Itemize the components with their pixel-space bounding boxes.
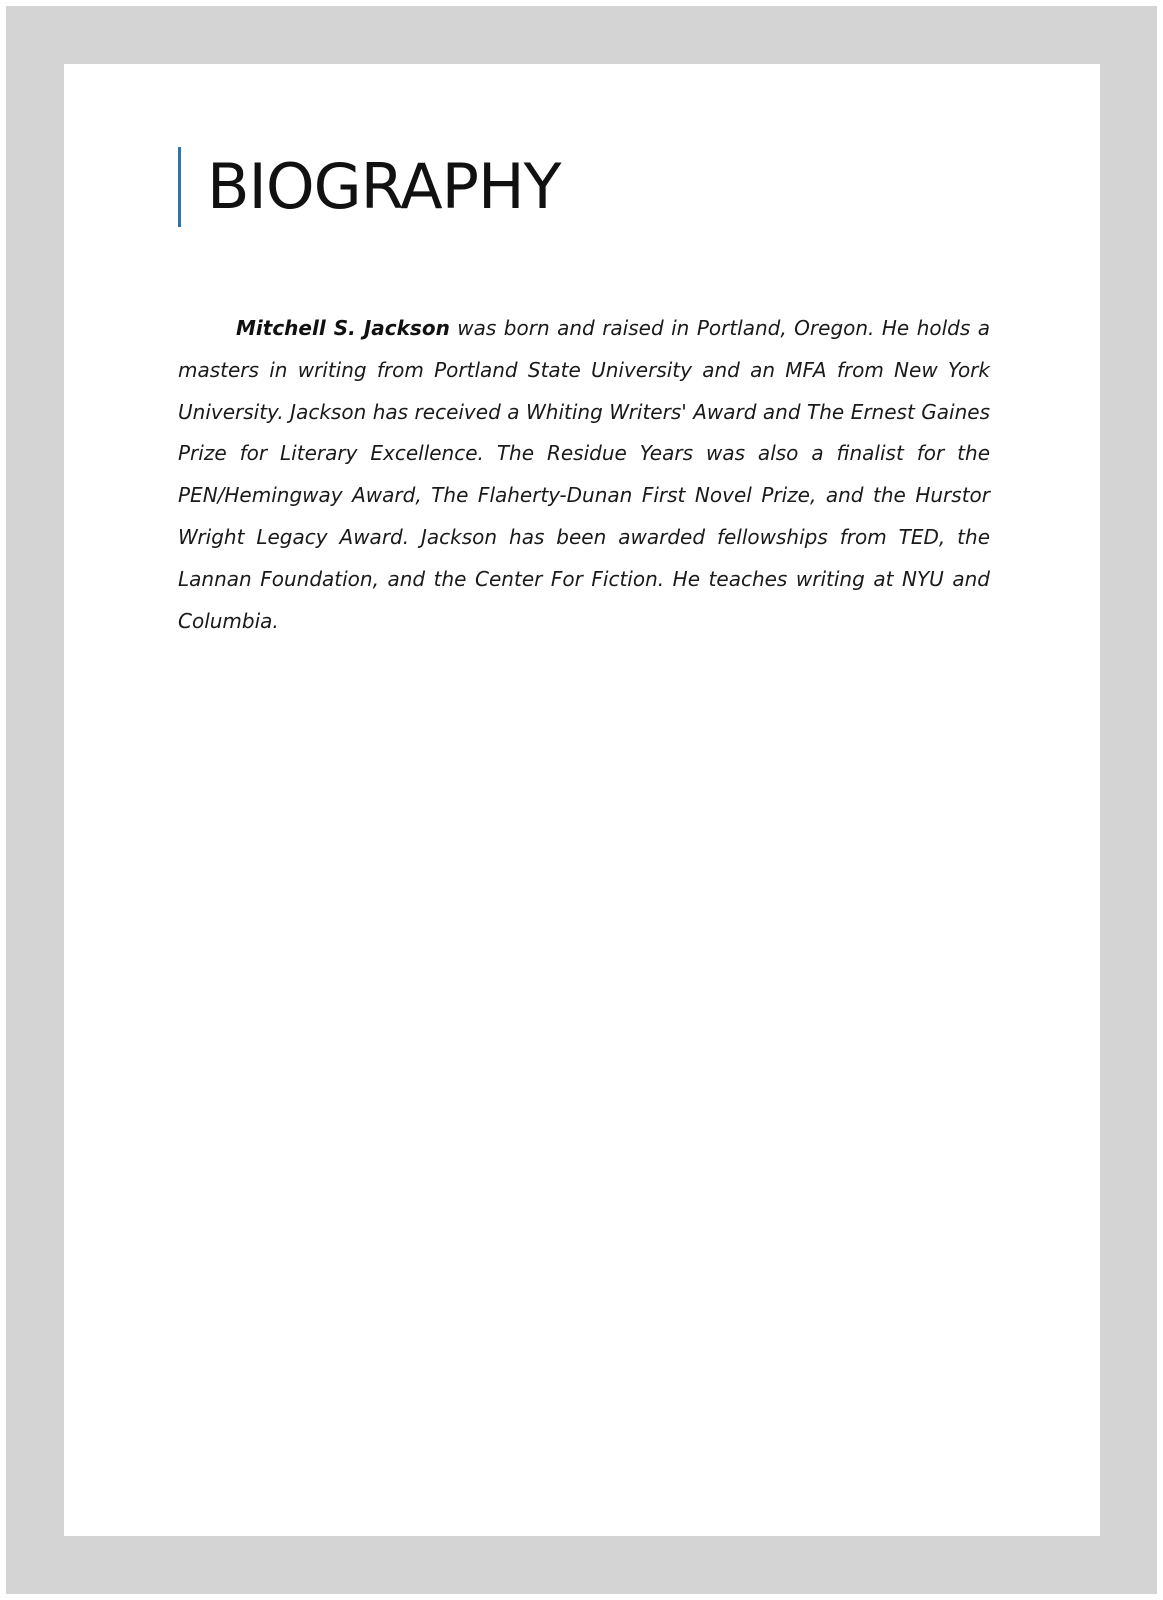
biography-text: was born and raised in Portland, Oregon. He holds a masters in writing from Portland State University and an MFA from New York University. Jackson has received a Whiting Writers' Award and The Ernest Gaines Prize for Literary Excellence. The Residue Years was also a finalist for the PEN/Hemingway Award, The Flaherty-Dunan First Novel Prize, and the Hurstor Wright Legacy Award. Jackson has been awarded fellowships from TED, the Lannan Foundation, and the Center For Fiction. He teaches writing at NYU and Columbia. [178, 316, 991, 633]
biography-paragraph [178, 308, 990, 642]
document-frame [6, 6, 1157, 1594]
page-title: BIOGRAPHY [207, 150, 561, 223]
document-page [64, 64, 1100, 1536]
author-name: Mitchell S. Jackson [236, 316, 450, 340]
title-block [178, 147, 561, 227]
